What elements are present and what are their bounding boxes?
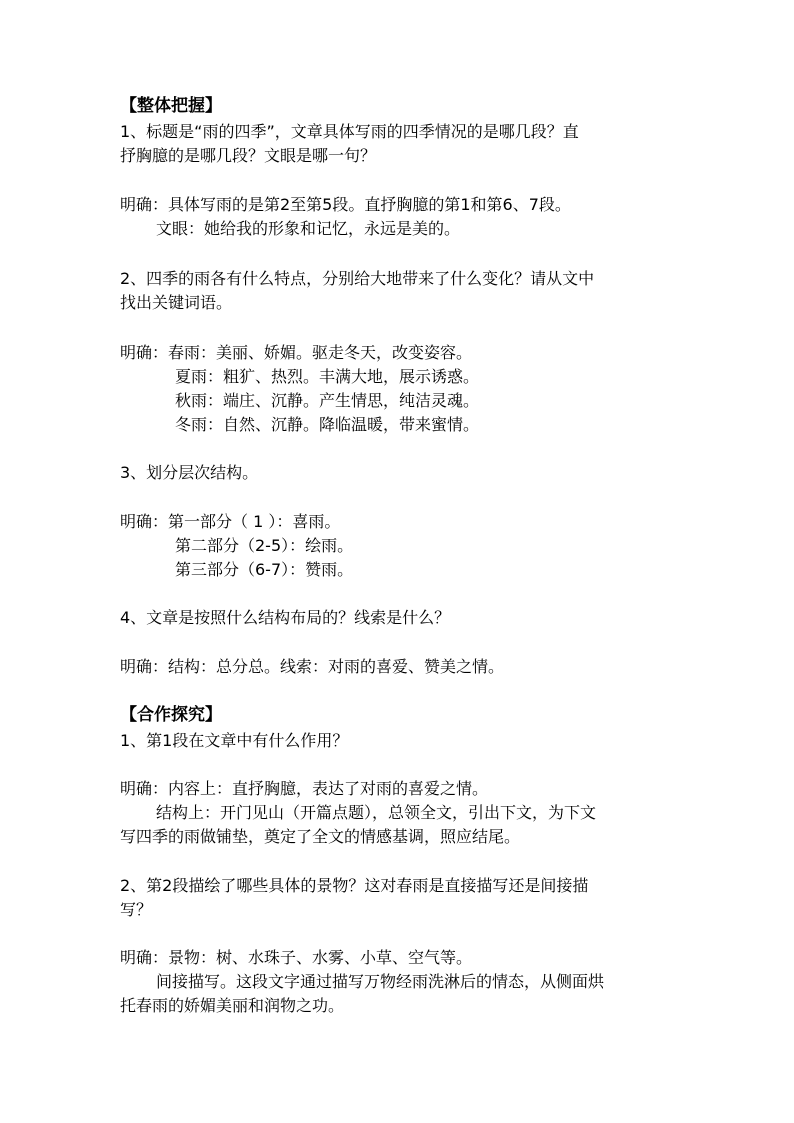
explore-answer-2-line-3: 托春雨的娇媚美丽和润物之功。 (120, 996, 345, 1015)
answer-3-line-1: 明确：第一部分（ 1 ）：喜雨。 (120, 512, 341, 531)
explore-answer-1-line-1: 明确：内容上：直抒胸臆，表达了对雨的喜爱之情。 (120, 779, 489, 798)
answer-2-line-1: 明确：春雨：美丽、娇媚。驱走冬天，改变姿容。 (120, 343, 473, 362)
question-3-line-1: 3、划分层次结构。 (120, 463, 259, 482)
section-heading-cooperation: 【合作探究】 (120, 705, 222, 725)
explore-answer-1-line-3: 写四季的雨做铺垫，奠定了全文的情感基调，照应结尾。 (120, 827, 521, 846)
question-2-line-2: 找出关键词语。 (120, 293, 233, 312)
question-4-line-1: 4、文章是按照什么结构布局的？线索是什么？ (120, 608, 451, 627)
question-2-line-1: 2、四季的雨各有什么特点，分别给大地带来了什么变化？请从文中 (120, 269, 595, 288)
explore-question-2-line-1: 2、第2段描绘了哪些具体的景物？这对春雨是直接描写还是间接描 (120, 876, 589, 895)
explore-answer-1-line-2: 结构上：开门见山（开篇点题），总领全文，引出下文，为下文 (156, 803, 597, 822)
answer-3-line-2: 第二部分（2-5）：绘雨。 (175, 536, 354, 555)
section-heading-overall: 【整体把握】 (120, 96, 222, 116)
answer-1-line-2: 文眼：她给我的形象和记忆，永远是美的。 (156, 219, 461, 238)
answer-2-line-3: 秋雨：端庄、沉静。产生情思，纯洁灵魂。 (175, 391, 480, 410)
answer-3-line-3: 第三部分（6-7）：赞雨。 (175, 560, 354, 579)
question-1-line-1: 1、标题是“雨的四季”，文章具体写雨的四季情况的是哪几段？直 (120, 122, 579, 141)
answer-1-line-1: 明确：具体写雨的是第2至第5段。直抒胸臆的第1和第6、7段。 (120, 195, 571, 214)
explore-answer-2-line-1: 明确：景物：树、水珠子、水雾、小草、空气等。 (120, 948, 473, 967)
answer-4-line-1: 明确：结构：总分总。线索：对雨的喜爱、赞美之情。 (120, 657, 505, 676)
explore-question-2-line-2: 写？ (120, 900, 153, 919)
answer-2-line-2: 夏雨：粗犷、热烈。丰满大地，展示诱惑。 (175, 367, 480, 386)
explore-answer-2-line-2: 间接描写。这段文字通过描写万物经雨洗淋后的情态，从侧面烘 (156, 972, 605, 991)
explore-question-1-line-1: 1、第1段在文章中有什么作用？ (120, 731, 349, 750)
answer-2-line-4: 冬雨：自然、沉静。降临温暖，带来蜜情。 (175, 415, 480, 434)
question-1-line-2: 抒胸臆的是哪几段？文眼是哪一句？ (120, 146, 377, 165)
